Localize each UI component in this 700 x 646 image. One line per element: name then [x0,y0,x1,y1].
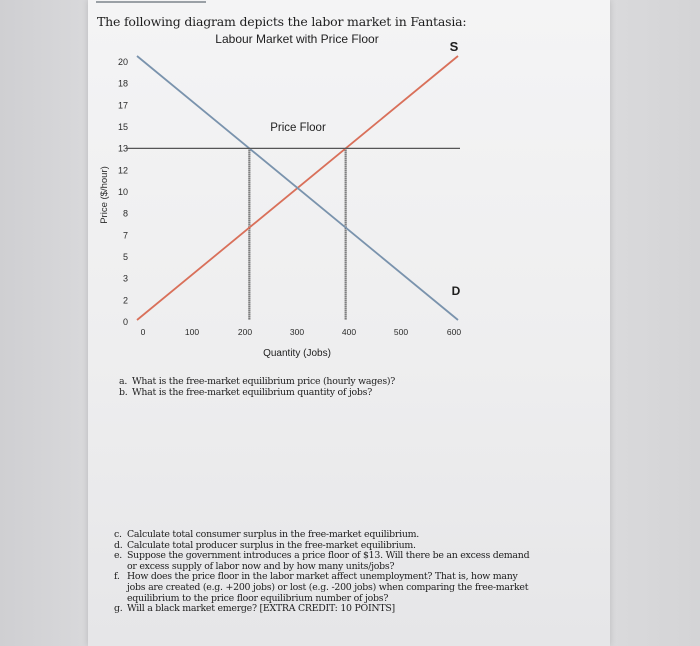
demand-curve-label: D [451,284,461,298]
question-text-continued: equilibrium to the price floor equilibrium number of jobs? [127,592,389,604]
y-tick-label: 3 [122,273,128,284]
question-label: e. [114,550,123,562]
y-tick-label: 13 [117,143,128,154]
y-axis-ticks [118,57,128,327]
x-tick-label: 100 [184,327,200,337]
y-axis-label: Price ($/hour) [99,166,110,224]
chart-title: Labour Market with Price Floor [215,32,379,46]
y-tick-label: 20 [117,57,128,67]
y-tick-label: 7 [122,230,128,241]
x-axis-ticks [141,327,462,337]
y-tick-label: 5 [122,252,128,262]
y-tick-label: 10 [117,187,128,197]
question-item [119,377,395,388]
x-tick-label: 400 [341,327,357,337]
question-label: b. [119,386,128,398]
price-floor-label: Price Floor [270,122,326,134]
y-tick-label: 18 [117,78,128,89]
question-item [114,604,529,615]
x-tick-label: 600 [446,327,462,337]
y-tick-label: 8 [122,208,128,219]
question-text: How does the price floor in the labor market affect unemployment? That is, how many [127,571,518,583]
question-text-continued: or excess supply of labor now and by how many units/jobs? [127,560,395,572]
question-text: What is the free-market equilibrium price (hourly wages)? [132,376,396,387]
y-tick-label: 15 [117,122,128,132]
x-tick-label: 500 [393,327,409,337]
y-tick-label: 17 [117,100,128,111]
question-label: f. [114,571,120,583]
y-tick-label: 12 [117,165,128,176]
questions-part-2 [114,530,529,615]
question-item [114,530,529,541]
question-label: c. [114,529,122,540]
question-text: Will a black market emerge? [EXTRA CREDIT: 10 POINTS] [127,603,395,615]
x-tick-label: 300 [289,327,305,337]
plot-area [127,56,460,320]
supply-curve-label: S [449,39,459,54]
intro-text: The following diagram depicts the labor market in Fantasia: [97,14,467,29]
question-text: Calculate total producer surplus in the free-market equilibrium. [127,539,416,551]
question-item [119,388,395,399]
question-item [114,572,529,604]
question-item [114,551,529,572]
question-label: g. [114,603,123,615]
question-text-continued: jobs are created (e.g. +200 jobs) or lost (e.g. -200 jobs) when comparing the free-market [127,581,529,593]
question-text: Calculate total consumer surplus in the free-market equilibrium. [127,529,419,540]
x-tick-label: 0 [140,327,146,337]
y-tick-label: 2 [122,295,128,306]
x-axis-label: Quantity (Jobs) [263,348,331,359]
question-text: Suppose the government introduces a price floor of $13. Will there be an excess demand [127,550,530,562]
question-label: d. [114,539,123,551]
question-label: a. [119,376,128,387]
x-tick-label: 200 [237,327,253,337]
questions-part-1 [119,377,395,398]
question-text: What is the free-market equilibrium quantity of jobs? [132,386,372,398]
y-tick-label: 0 [122,317,128,327]
